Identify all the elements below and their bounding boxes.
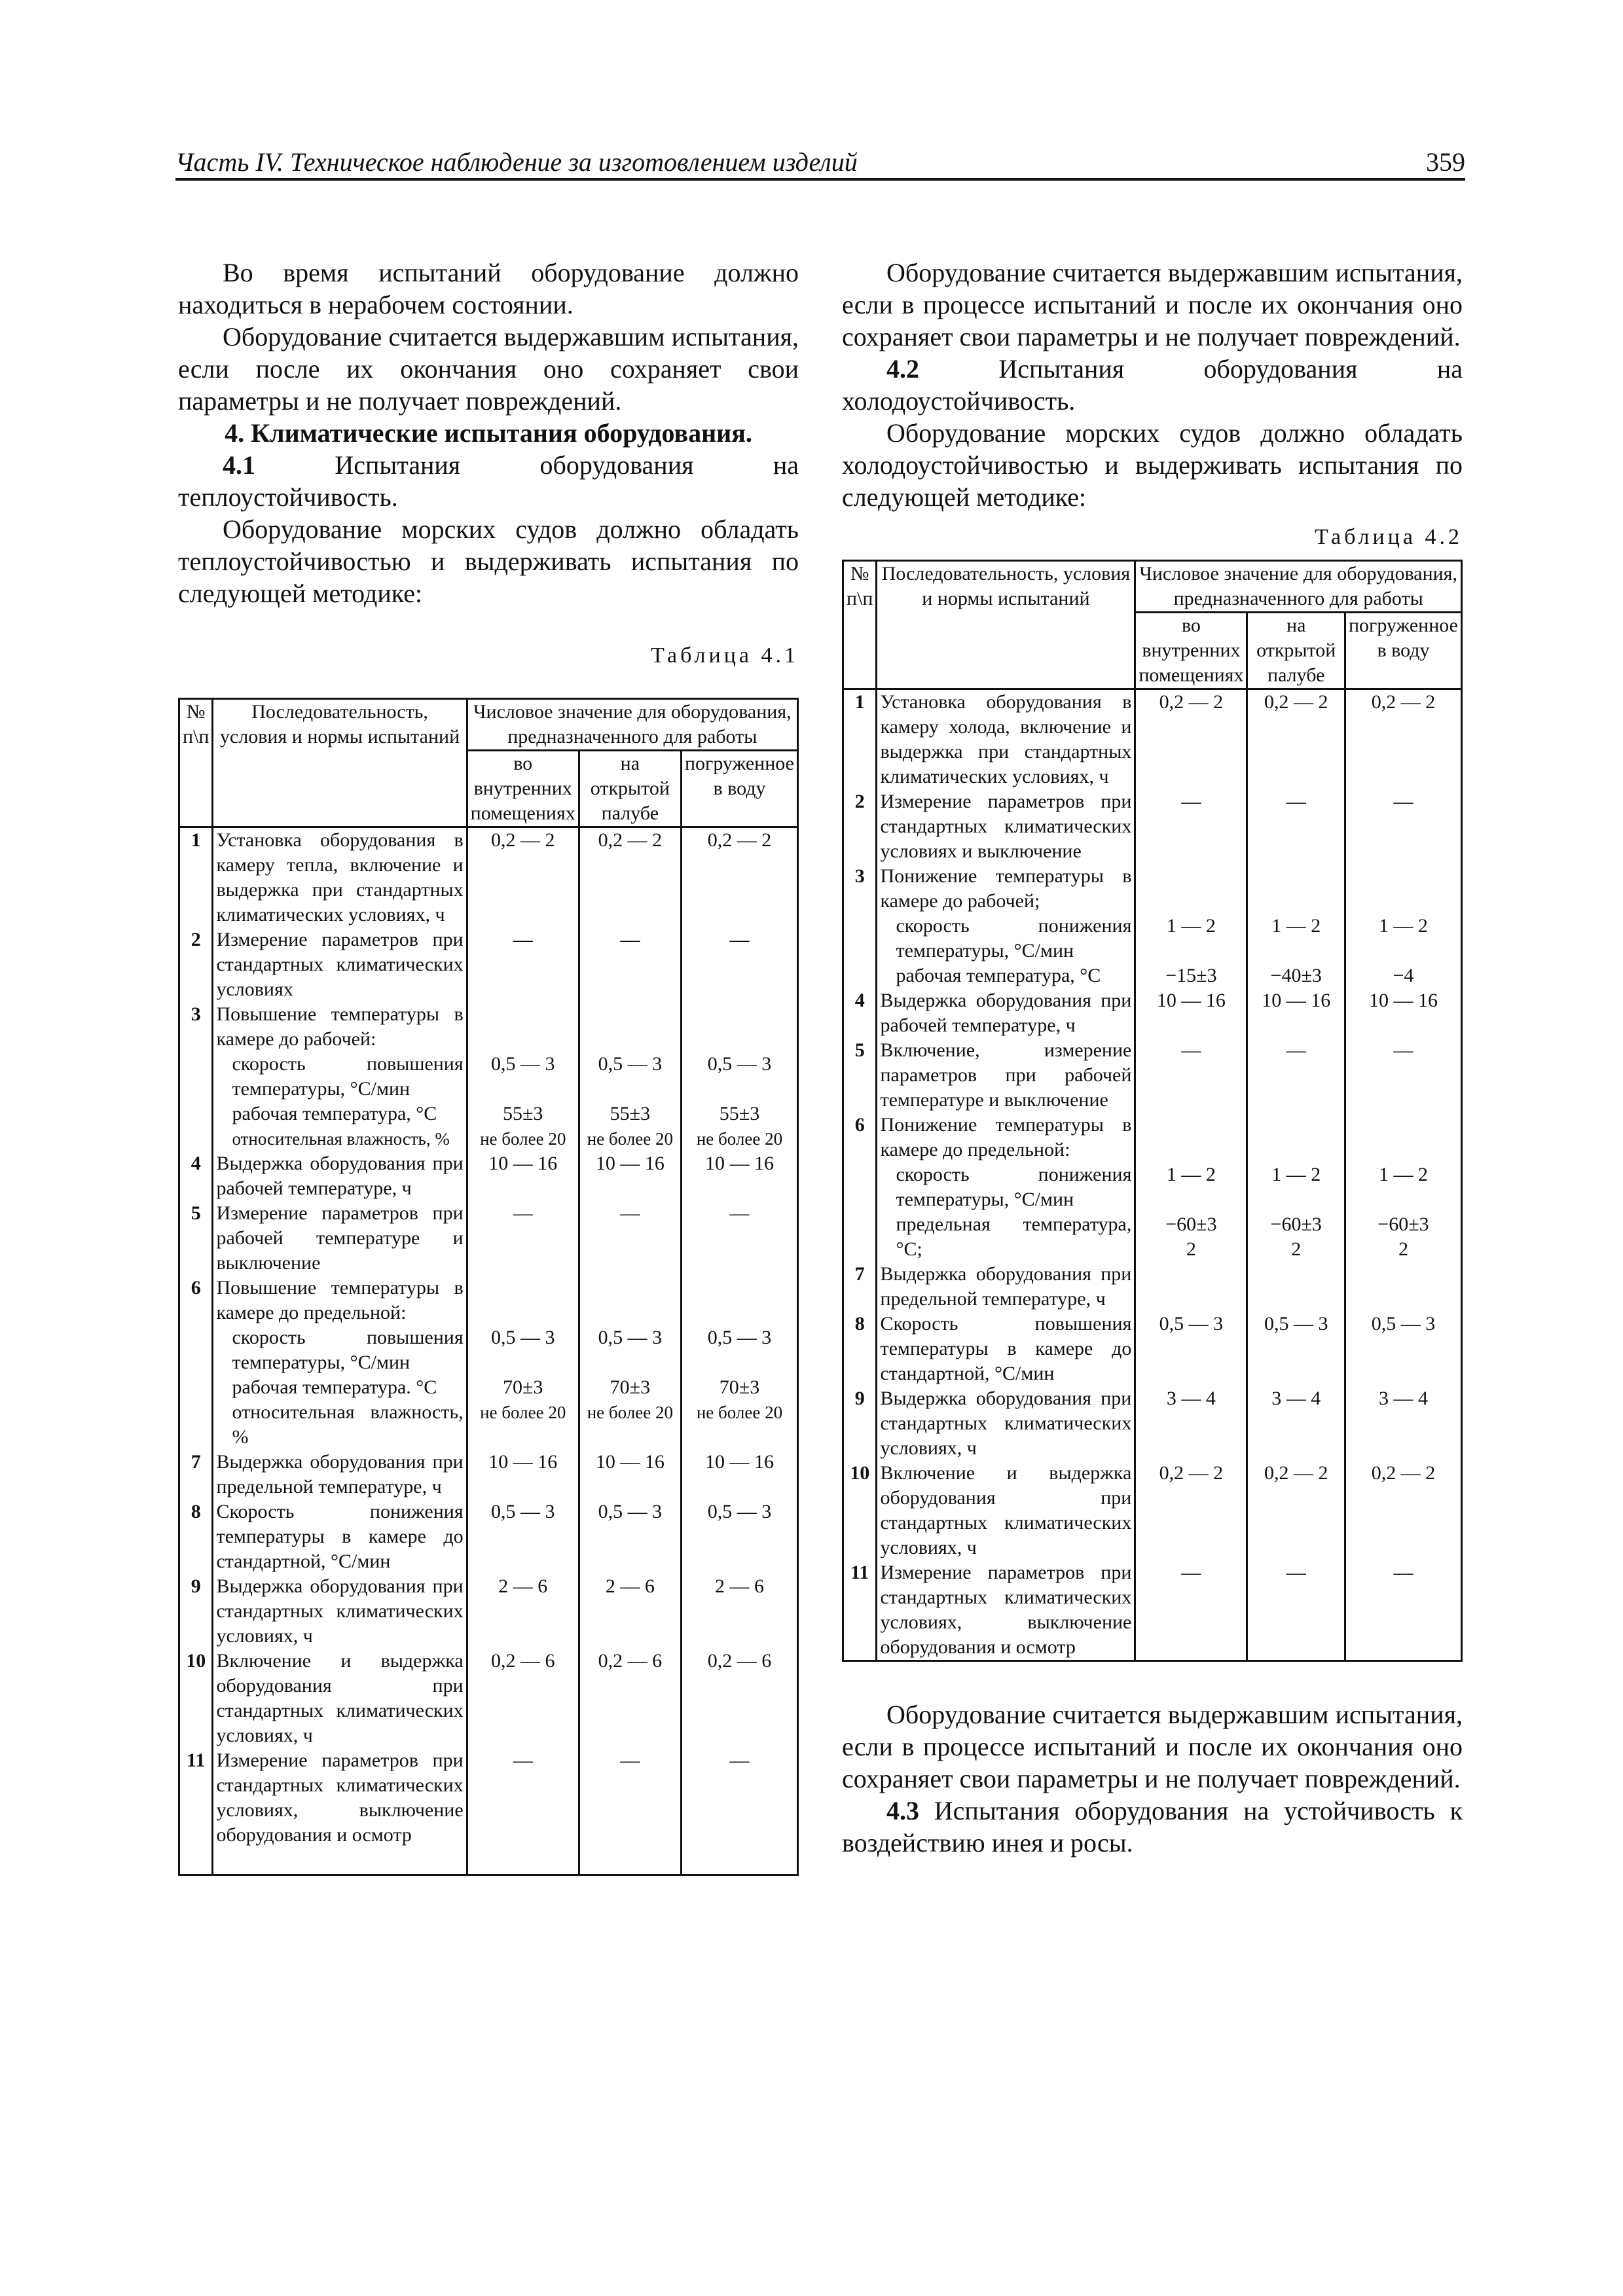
table-row bbox=[843, 1312, 1462, 1386]
value-open-deck: 0,2 — 2 bbox=[1247, 1461, 1345, 1560]
value-open-deck: 0,5 — 3 bbox=[579, 1499, 681, 1574]
sub-item: скорость повышения температуры, °С/мин bbox=[232, 1327, 464, 1373]
value: 2 bbox=[1291, 1238, 1302, 1260]
table-row bbox=[179, 1649, 798, 1748]
table-row bbox=[843, 1461, 1462, 1560]
row-number: 3 bbox=[179, 1002, 213, 1151]
value-submerged: 0,2 — 2 bbox=[1345, 1461, 1461, 1560]
section-heading-text: 4. Климатические испытания оборудования. bbox=[225, 418, 752, 448]
row-number: 7 bbox=[843, 1262, 877, 1312]
table-row bbox=[179, 1151, 798, 1201]
row-description: Выдержка оборудования при предельной температуре, ч bbox=[877, 1262, 1135, 1312]
value: 55±3 bbox=[502, 1103, 543, 1124]
table-row bbox=[179, 1574, 798, 1649]
value-submerged: — bbox=[1345, 1560, 1461, 1661]
left-column bbox=[178, 257, 799, 1876]
value-indoor: 2 — 6 bbox=[467, 1574, 579, 1649]
value-open-deck: — bbox=[579, 1748, 681, 1875]
table-caption: Таблица 4.2 bbox=[1315, 525, 1463, 549]
value-open-deck: 0,2 — 2 bbox=[1247, 689, 1345, 790]
row-number: 10 bbox=[843, 1461, 877, 1560]
row-description: Измерение параметров при стандартных климатических условиях bbox=[213, 927, 467, 1002]
value: не более 20 bbox=[696, 1129, 783, 1149]
row-number: 9 bbox=[179, 1574, 213, 1649]
header-values: Числовое значение для оборудования, предназначенного для работы bbox=[1135, 561, 1462, 613]
value-open-deck: 2 — 6 bbox=[579, 1574, 681, 1649]
value: 0,5 — 3 bbox=[707, 1327, 772, 1348]
value-indoor: 10 — 16 bbox=[1135, 988, 1247, 1038]
header-open-deck: на открытой палубе bbox=[1247, 613, 1345, 689]
sub-item: относительная влажность, % bbox=[232, 1401, 464, 1448]
value-submerged: — bbox=[681, 1748, 797, 1875]
row-number: 7 bbox=[179, 1450, 213, 1499]
table-row bbox=[179, 1748, 798, 1875]
value-indoor: — bbox=[1135, 1560, 1247, 1661]
row-description: Выдержка оборудования при стандартных климатических условиях, ч bbox=[877, 1386, 1135, 1461]
table-row bbox=[179, 1499, 798, 1574]
value: 0,5 — 3 bbox=[490, 1053, 555, 1075]
subsection-heading bbox=[178, 449, 799, 513]
row-description: Скорость понижения температуры в камере до стандартной, °С/мин bbox=[213, 1499, 467, 1574]
value: 1 — 2 bbox=[1378, 1164, 1428, 1185]
value-open-deck: — bbox=[1247, 1560, 1345, 1661]
subsection-number: 4.3 bbox=[886, 1796, 919, 1825]
header-number: № п\п bbox=[179, 699, 213, 827]
table-row bbox=[179, 1002, 798, 1151]
header-values: Числовое значение для оборудования, предназначенного для работы bbox=[467, 699, 797, 751]
value-open-deck bbox=[1247, 1113, 1345, 1262]
value-submerged: — bbox=[681, 1201, 797, 1276]
value-indoor: 0,2 — 2 bbox=[1135, 1461, 1247, 1560]
row-description-main: Повышение температуры в камере до рабочей: bbox=[216, 1003, 464, 1050]
value-indoor bbox=[1135, 864, 1247, 988]
value-open-deck: 0,2 — 2 bbox=[579, 827, 681, 928]
value: не более 20 bbox=[696, 1403, 783, 1422]
table-row bbox=[843, 1113, 1462, 1262]
paragraph: Оборудование морских судов должно обладать холодоустойчивостью и выдерживать испытания по следующей методике: bbox=[842, 418, 1463, 512]
value-indoor: 10 — 16 bbox=[467, 1450, 579, 1499]
value-indoor: 0,2 — 2 bbox=[1135, 689, 1247, 790]
value-indoor: 0,5 — 3 bbox=[1135, 1312, 1247, 1386]
row-description: Скорость повышения температуры в камере до стандартной, °С/мин bbox=[877, 1312, 1135, 1386]
row-number: 3 bbox=[843, 864, 877, 988]
value-submerged: — bbox=[1345, 789, 1461, 864]
value: 2 bbox=[1398, 1238, 1408, 1260]
value: 1 — 2 bbox=[1271, 1164, 1321, 1185]
value: не более 20 bbox=[480, 1403, 566, 1422]
header-indoor: во внутренних помещениях bbox=[1135, 613, 1247, 689]
row-number: 2 bbox=[179, 927, 213, 1002]
value-open-deck: 0,2 — 6 bbox=[579, 1649, 681, 1748]
value: не более 20 bbox=[587, 1403, 673, 1422]
row-number: 2 bbox=[843, 789, 877, 864]
header-submerged: погруженное в воду bbox=[1345, 613, 1461, 689]
table-row bbox=[843, 1386, 1462, 1461]
value-submerged: 0,5 — 3 bbox=[681, 1499, 797, 1574]
row-number: 9 bbox=[843, 1386, 877, 1461]
table-row bbox=[843, 864, 1462, 988]
value-indoor: 3 — 4 bbox=[1135, 1386, 1247, 1461]
value-submerged bbox=[681, 1002, 797, 1151]
row-description bbox=[877, 864, 1135, 988]
row-description: Установка оборудования в камеру тепла, включение и выдержка при стандартных климатических условиях, ч bbox=[213, 827, 467, 928]
row-description: Включение и выдержка оборудования при стандартных климатических условиях, ч bbox=[877, 1461, 1135, 1560]
value: 1 — 2 bbox=[1166, 915, 1216, 937]
value: 2 bbox=[1186, 1238, 1196, 1260]
value: 1 — 2 bbox=[1378, 915, 1428, 937]
row-number: 11 bbox=[179, 1748, 213, 1875]
value-submerged bbox=[1345, 864, 1461, 988]
sub-item: рабочая температура. °С bbox=[232, 1376, 437, 1398]
value-submerged: 10 — 16 bbox=[1345, 988, 1461, 1038]
row-description bbox=[213, 1002, 467, 1151]
sub-item: предельная температура, °С; bbox=[896, 1213, 1132, 1260]
subsection-title: Испытания оборудования на холодоустойчивость. bbox=[842, 354, 1463, 416]
value: 1 — 2 bbox=[1271, 915, 1321, 937]
header-sequence: Последовательность, условия и нормы испытаний bbox=[213, 699, 467, 827]
paragraph: Оборудование морских судов должно обладать теплоустойчивостью и выдерживать испытания по следующей методике: bbox=[178, 514, 799, 608]
running-header bbox=[175, 147, 1465, 181]
value-submerged: 0,2 — 6 bbox=[681, 1649, 797, 1748]
value: не более 20 bbox=[587, 1129, 673, 1149]
header-sequence: Последовательность, условия и нормы испытаний bbox=[877, 561, 1135, 689]
row-number: 6 bbox=[843, 1113, 877, 1262]
value-indoor: 10 — 16 bbox=[467, 1151, 579, 1201]
paragraph: Оборудование считается выдержавшим испытания, если в процессе испытаний и после их окончания оно сохраняет свои параметры и не получает повреждений. bbox=[842, 1700, 1463, 1793]
row-number: 5 bbox=[843, 1038, 877, 1113]
table-row bbox=[843, 1560, 1462, 1661]
header-open-deck: на открытой палубе bbox=[579, 751, 681, 827]
row-description: Установка оборудования в камеру холода, включение и выдержка при стандартных климатических условиях, ч bbox=[877, 689, 1135, 790]
table-4-2 bbox=[842, 560, 1463, 1662]
row-description: Выдержка оборудования при рабочей температуре, ч bbox=[877, 988, 1135, 1038]
value-open-deck bbox=[1247, 864, 1345, 988]
sub-item: рабочая температура, °С bbox=[232, 1103, 437, 1124]
value-submerged: 0,5 — 3 bbox=[1345, 1312, 1461, 1386]
section-heading bbox=[178, 417, 799, 449]
table-row bbox=[843, 988, 1462, 1038]
table-row bbox=[179, 927, 798, 1002]
value: 1 — 2 bbox=[1166, 1164, 1216, 1185]
value: 0,5 — 3 bbox=[598, 1053, 663, 1075]
row-description-main: Повышение температуры в камере до предельной: bbox=[216, 1277, 464, 1323]
header-number: № п\п bbox=[843, 561, 877, 689]
value-indoor: — bbox=[467, 1201, 579, 1276]
value: не более 20 bbox=[480, 1129, 566, 1149]
header-indoor: во внутренних помещениях bbox=[467, 751, 579, 827]
row-description-main: Понижение температуры в камере до предельной: bbox=[880, 1114, 1132, 1160]
subsection-heading bbox=[842, 353, 1463, 417]
value-open-deck: 10 — 16 bbox=[579, 1450, 681, 1499]
value-open-deck: — bbox=[1247, 789, 1345, 864]
row-description bbox=[877, 1113, 1135, 1262]
value-indoor: — bbox=[467, 927, 579, 1002]
value-submerged: — bbox=[681, 927, 797, 1002]
value-indoor bbox=[467, 1002, 579, 1151]
value-indoor: 0,2 — 6 bbox=[467, 1649, 579, 1748]
row-number: 8 bbox=[179, 1499, 213, 1574]
value: −60±3 bbox=[1377, 1213, 1429, 1235]
row-description-main: Понижение температуры в камере до рабочей; bbox=[880, 865, 1132, 912]
value-submerged bbox=[681, 1276, 797, 1450]
paragraph: Во время испытаний оборудование должно находиться в нерабочем состоянии. bbox=[178, 258, 799, 319]
row-description: Измерение параметров при рабочей температуре и выключение bbox=[213, 1201, 467, 1276]
table-row bbox=[843, 789, 1462, 864]
row-number: 1 bbox=[179, 827, 213, 928]
sub-item: относительная влажность, % bbox=[232, 1129, 450, 1149]
value-indoor: — bbox=[1135, 1038, 1247, 1113]
table-row bbox=[179, 827, 798, 928]
value-submerged: 3 — 4 bbox=[1345, 1386, 1461, 1461]
value-open-deck: — bbox=[1247, 1038, 1345, 1113]
subsection-number: 4.2 bbox=[886, 354, 919, 384]
value-indoor: 0,2 — 2 bbox=[467, 827, 579, 928]
right-column bbox=[842, 257, 1463, 1859]
row-description: Выдержка оборудования при рабочей температуре, ч bbox=[213, 1151, 467, 1201]
table-row bbox=[179, 1450, 798, 1499]
row-description: Измерение параметров при стандартных климатических условиях, выключение оборудования и осмотр bbox=[213, 1748, 467, 1875]
value: 70±3 bbox=[610, 1376, 651, 1398]
value-submerged: 2 — 6 bbox=[681, 1574, 797, 1649]
value-indoor: — bbox=[1135, 789, 1247, 864]
row-number: 11 bbox=[843, 1560, 877, 1661]
value-open-deck bbox=[579, 1002, 681, 1151]
value-indoor bbox=[467, 1276, 579, 1450]
row-number: 1 bbox=[843, 689, 877, 790]
table-caption: Таблица 4.1 bbox=[651, 643, 799, 668]
value: 70±3 bbox=[719, 1376, 760, 1398]
row-number: 4 bbox=[843, 988, 877, 1038]
value: 0,5 — 3 bbox=[598, 1327, 663, 1348]
value-open-deck bbox=[579, 1276, 681, 1450]
value: −4 bbox=[1393, 965, 1414, 986]
row-number: 6 bbox=[179, 1276, 213, 1450]
value: −60±3 bbox=[1165, 1213, 1217, 1235]
value: −40±3 bbox=[1270, 965, 1322, 986]
table-row bbox=[179, 1201, 798, 1276]
value: −15±3 bbox=[1165, 965, 1217, 986]
subsection-number: 4.1 bbox=[223, 450, 255, 480]
sub-item: скорость понижения температуры, °С/мин bbox=[896, 1164, 1132, 1210]
value-submerged: 0,2 — 2 bbox=[1345, 689, 1461, 790]
page-number: 359 bbox=[1426, 147, 1465, 177]
value-open-deck: — bbox=[579, 927, 681, 1002]
value-submerged: — bbox=[1345, 1038, 1461, 1113]
subsection-title: Испытания оборудования на теплоустойчивость. bbox=[178, 450, 799, 512]
value-open-deck: 10 — 16 bbox=[1247, 988, 1345, 1038]
value-submerged: 10 — 16 bbox=[681, 1151, 797, 1201]
value-indoor: — bbox=[467, 1748, 579, 1875]
header-submerged: погруженное в воду bbox=[681, 751, 797, 827]
row-description: Включение и выдержка оборудования при стандартных климатических условиях, ч bbox=[213, 1649, 467, 1748]
value: 55±3 bbox=[719, 1103, 760, 1124]
row-description: Измерение параметров при стандартных климатических условиях и выключение bbox=[877, 789, 1135, 864]
value-open-deck: — bbox=[579, 1201, 681, 1276]
table-row bbox=[843, 1262, 1462, 1312]
row-description: Измерение параметров при стандартных климатических условиях, выключение оборудования и осмотр bbox=[877, 1560, 1135, 1661]
value-submerged: 0,2 — 2 bbox=[681, 827, 797, 928]
value: 70±3 bbox=[502, 1376, 543, 1398]
sub-item: рабочая температура, °С bbox=[896, 965, 1101, 986]
value: −60±3 bbox=[1270, 1213, 1322, 1235]
row-number: 5 bbox=[179, 1201, 213, 1276]
running-title: Часть IV. Техническое наблюдение за изготовлением изделий bbox=[175, 147, 858, 177]
row-description bbox=[213, 1276, 467, 1450]
paragraph: Оборудование считается выдержавшим испытания, если в процессе испытаний и после их окончания оно сохраняет свои параметры и не получает повреждений. bbox=[842, 258, 1463, 351]
value-open-deck: 3 — 4 bbox=[1247, 1386, 1345, 1461]
row-number: 10 bbox=[179, 1649, 213, 1748]
table-row bbox=[843, 689, 1462, 790]
row-description: Включение, измерение параметров при рабочей температуре и выключение bbox=[877, 1038, 1135, 1113]
table-4-1 bbox=[178, 698, 799, 1876]
row-number: 4 bbox=[179, 1151, 213, 1201]
value-submerged bbox=[1345, 1113, 1461, 1262]
row-description: Выдержка оборудования при предельной температуре, ч bbox=[213, 1450, 467, 1499]
subsection-heading bbox=[842, 1795, 1463, 1859]
subsection-title: Испытания оборудования на устойчивость к воздействию инея и росы. bbox=[842, 1796, 1463, 1857]
value-submerged: 10 — 16 bbox=[681, 1450, 797, 1499]
sub-item: скорость понижения температуры, °С/мин bbox=[896, 915, 1132, 961]
value-indoor bbox=[1135, 1113, 1247, 1262]
value: 0,5 — 3 bbox=[490, 1327, 555, 1348]
value-open-deck: 0,5 — 3 bbox=[1247, 1312, 1345, 1386]
row-number: 8 bbox=[843, 1312, 877, 1386]
sub-item: скорость повышения температуры, °С/мин bbox=[232, 1053, 464, 1100]
value-indoor: 0,5 — 3 bbox=[467, 1499, 579, 1574]
value: 0,5 — 3 bbox=[707, 1053, 772, 1075]
value-open-deck: 10 — 16 bbox=[579, 1151, 681, 1201]
value: 55±3 bbox=[610, 1103, 651, 1124]
table-row bbox=[843, 1038, 1462, 1113]
row-description: Выдержка оборудования при стандартных климатических условиях, ч bbox=[213, 1574, 467, 1649]
table-row bbox=[179, 1276, 798, 1450]
paragraph: Оборудование считается выдержавшим испытания, если после их окончания оно сохраняет свои параметры и не получает повреждений. bbox=[178, 322, 799, 416]
